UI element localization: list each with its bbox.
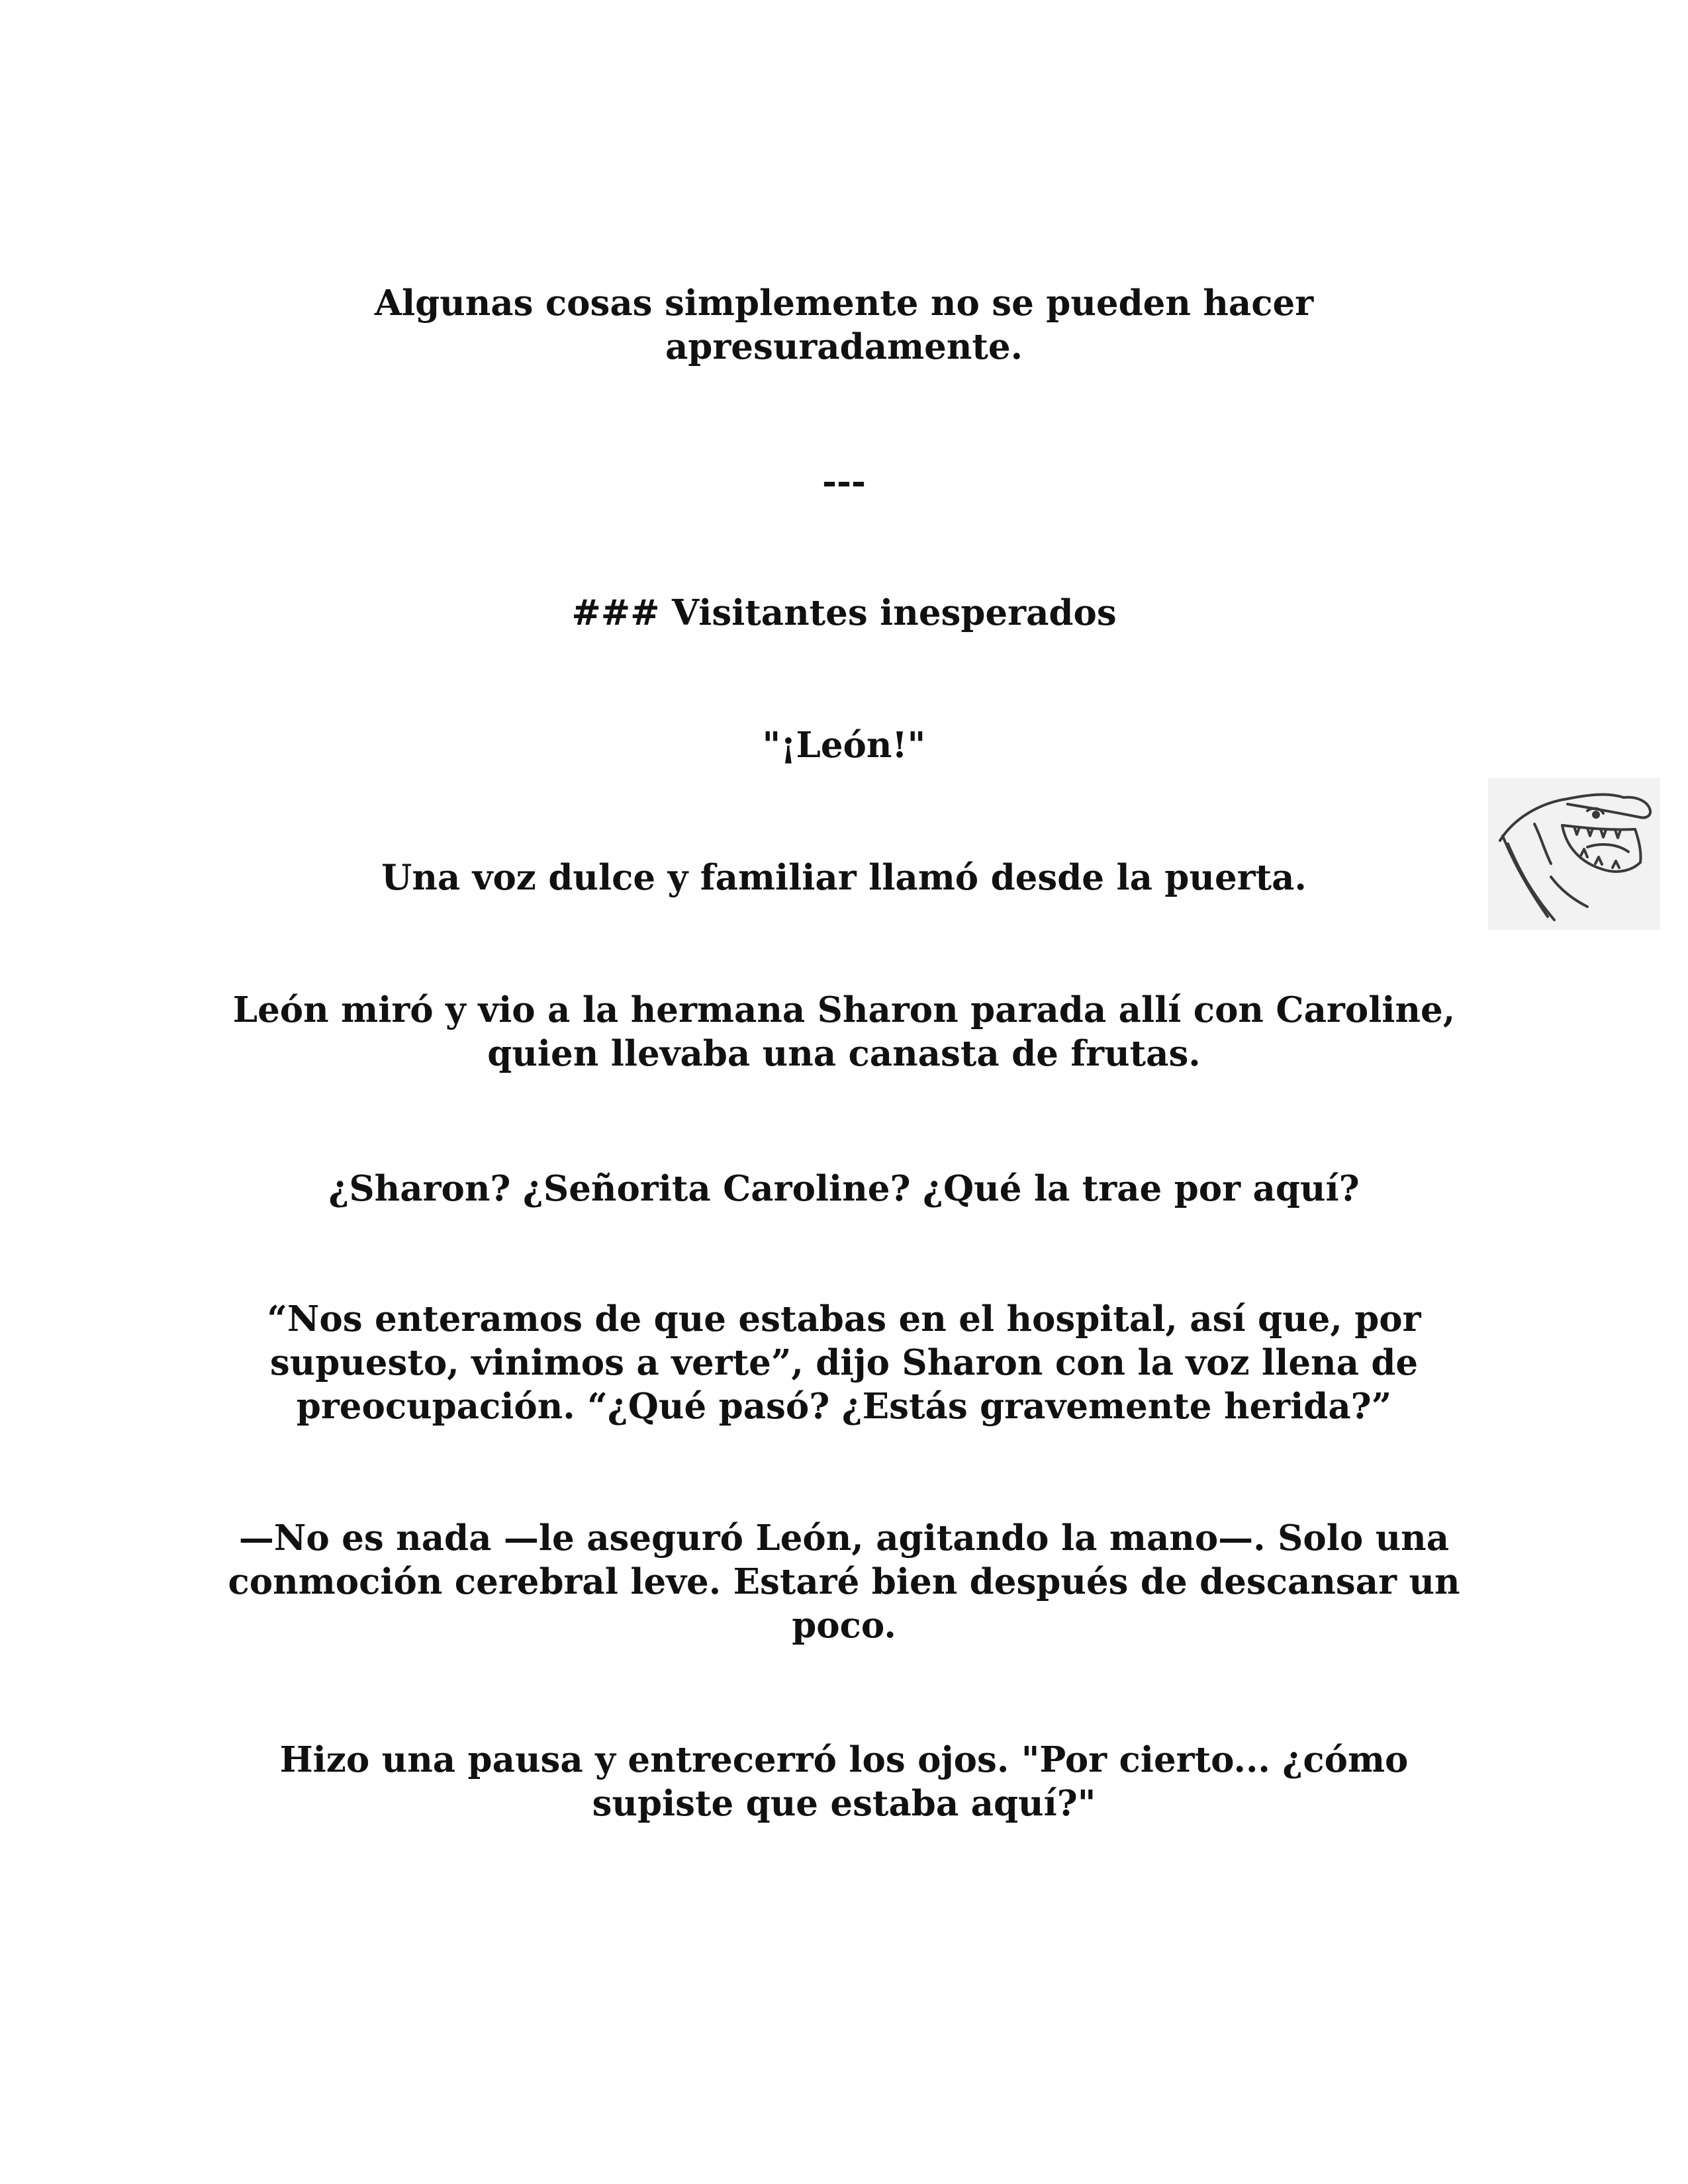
paragraph-7 [199,1516,1489,1647]
divider-text: --- [822,461,866,502]
paragraph-line: Hizo una pausa y entrecerró los ojos. "Por cierto... ¿cómo [279,1739,1409,1780]
paragraph-2 [199,723,1489,767]
paragraph-5 [199,1167,1489,1210]
paragraph-line: Algunas cosas simplemente no se pueden hacer [374,283,1314,324]
paragraph-6 [199,1297,1489,1428]
paragraph-4 [199,988,1489,1075]
paragraph-line: ¿Sharon? ¿Señorita Caroline? ¿Qué la trae por aquí? [328,1168,1360,1209]
paragraph-line: preocupación. “¿Qué pasó? ¿Estás gravemente herida?” [296,1386,1392,1427]
section-divider [199,460,1489,504]
paragraph-line: "¡León!" [762,725,926,766]
paragraph-line: apresuradamente. [665,326,1023,367]
dinosaur-head-icon [1488,778,1660,930]
paragraph-line: quien llevaba una canasta de frutas. [487,1033,1201,1074]
paragraph-line: León miró y vio a la hermana Sharon parada allí con Caroline, [232,989,1456,1030]
paragraph-line: conmoción cerebral leve. Estaré bien después de descansar un [228,1561,1460,1602]
heading-text: ### Visitantes inesperados [571,592,1117,633]
paragraph-line: —No es nada —le aseguró León, agitando la mano—. Solo una [238,1518,1450,1559]
paragraph-3 [199,856,1489,899]
paragraph-line: supuesto, vinimos a verte”, dijo Sharon con la voz llena de [269,1342,1419,1383]
paragraph-line: “Nos enteramos de que estabas en el hospital, así que, por [267,1298,1421,1340]
paragraph-line: poco. [792,1605,896,1646]
paragraph-8 [199,1738,1489,1825]
paragraph-1 [199,281,1489,369]
section-heading [199,591,1489,635]
paragraph-line: Una voz dulce y familiar llamó desde la puerta. [381,857,1307,898]
paragraph-line: supiste que estaba aquí?" [592,1783,1096,1824]
